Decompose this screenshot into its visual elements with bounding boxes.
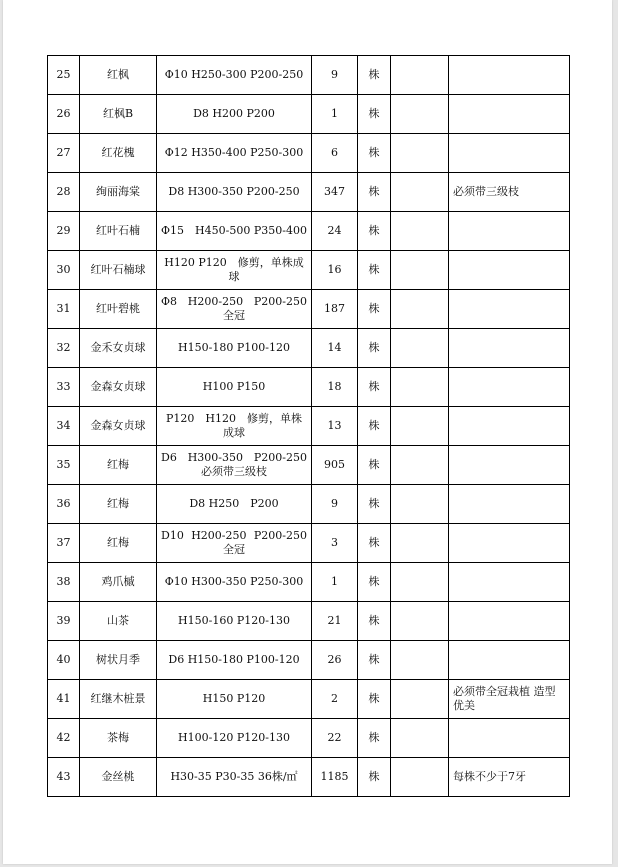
table-row <box>48 602 570 641</box>
blank-cell <box>391 485 449 524</box>
remark-cell <box>449 56 570 95</box>
unit-cell: 株 <box>358 56 391 95</box>
table-row <box>48 212 570 251</box>
plant-name-cell: 金森女贞球 <box>80 368 157 407</box>
remark-cell <box>449 524 570 563</box>
quantity-cell: 905 <box>312 446 358 485</box>
row-number-cell: 31 <box>48 290 80 329</box>
row-number-cell: 43 <box>48 758 80 797</box>
remark-cell: 必须带三级枝 <box>449 173 570 212</box>
table-row <box>48 485 570 524</box>
specification-cell: D10 H200-250 P200-250 全冠 <box>157 524 312 563</box>
row-number-cell: 32 <box>48 329 80 368</box>
blank-cell <box>391 56 449 95</box>
table-row <box>48 563 570 602</box>
plant-name-cell: 鸡爪槭 <box>80 563 157 602</box>
specification-cell: D6 H300-350 P200-250 必须带三级枝 <box>157 446 312 485</box>
plant-name-cell: 树状月季 <box>80 641 157 680</box>
specification-cell: H120 P120 修剪，单株成球 <box>157 251 312 290</box>
quantity-cell: 3 <box>312 524 358 563</box>
row-number-cell: 29 <box>48 212 80 251</box>
plant-name-cell: 绚丽海棠 <box>80 173 157 212</box>
specification-cell: H150-180 P100-120 <box>157 329 312 368</box>
blank-cell <box>391 641 449 680</box>
table-row <box>48 446 570 485</box>
specification-cell: P120 H120 修剪，单株成球 <box>157 407 312 446</box>
row-number-cell: 40 <box>48 641 80 680</box>
quantity-cell: 16 <box>312 251 358 290</box>
specification-cell: H30-35 P30-35 36株/㎡ <box>157 758 312 797</box>
plant-name-cell: 金丝桃 <box>80 758 157 797</box>
quantity-cell: 1185 <box>312 758 358 797</box>
plant-name-cell: 红枫 <box>80 56 157 95</box>
quantity-cell: 13 <box>312 407 358 446</box>
blank-cell <box>391 758 449 797</box>
unit-cell: 株 <box>358 173 391 212</box>
remark-cell <box>449 368 570 407</box>
specification-cell: Φ15 H450-500 P350-400 <box>157 212 312 251</box>
unit-cell: 株 <box>358 446 391 485</box>
quantity-cell: 26 <box>312 641 358 680</box>
row-number-cell: 26 <box>48 95 80 134</box>
blank-cell <box>391 212 449 251</box>
remark-cell <box>449 251 570 290</box>
plant-name-cell: 红梅 <box>80 485 157 524</box>
plant-name-cell: 山茶 <box>80 602 157 641</box>
table-row <box>48 524 570 563</box>
plant-name-cell: 红叶石楠 <box>80 212 157 251</box>
quantity-cell: 9 <box>312 485 358 524</box>
blank-cell <box>391 719 449 758</box>
remark-cell <box>449 446 570 485</box>
quantity-cell: 18 <box>312 368 358 407</box>
blank-cell <box>391 446 449 485</box>
remark-cell <box>449 563 570 602</box>
row-number-cell: 25 <box>48 56 80 95</box>
plant-name-cell: 金禾女贞球 <box>80 329 157 368</box>
quantity-cell: 2 <box>312 680 358 719</box>
plant-list-table <box>47 55 570 797</box>
specification-cell: H100 P150 <box>157 368 312 407</box>
specification-cell: Φ10 H250-300 P200-250 <box>157 56 312 95</box>
remark-cell <box>449 95 570 134</box>
unit-cell: 株 <box>358 212 391 251</box>
unit-cell: 株 <box>358 641 391 680</box>
remark-cell <box>449 134 570 173</box>
blank-cell <box>391 329 449 368</box>
specification-cell: Φ12 H350-400 P250-300 <box>157 134 312 173</box>
unit-cell: 株 <box>358 719 391 758</box>
blank-cell <box>391 524 449 563</box>
plant-name-cell: 红梅 <box>80 524 157 563</box>
remark-cell: 每株不少于7牙 <box>449 758 570 797</box>
unit-cell: 株 <box>358 407 391 446</box>
quantity-cell: 1 <box>312 95 358 134</box>
specification-cell: Φ8 H200-250 P200-250 全冠 <box>157 290 312 329</box>
table-row <box>48 719 570 758</box>
unit-cell: 株 <box>358 758 391 797</box>
table-row <box>48 134 570 173</box>
blank-cell <box>391 173 449 212</box>
unit-cell: 株 <box>358 95 391 134</box>
blank-cell <box>391 602 449 641</box>
table-row <box>48 173 570 212</box>
table-row <box>48 56 570 95</box>
quantity-cell: 6 <box>312 134 358 173</box>
quantity-cell: 1 <box>312 563 358 602</box>
blank-cell <box>391 680 449 719</box>
row-number-cell: 38 <box>48 563 80 602</box>
table-row <box>48 329 570 368</box>
quantity-cell: 187 <box>312 290 358 329</box>
plant-name-cell: 红叶石楠球 <box>80 251 157 290</box>
unit-cell: 株 <box>358 329 391 368</box>
unit-cell: 株 <box>358 485 391 524</box>
row-number-cell: 37 <box>48 524 80 563</box>
row-number-cell: 42 <box>48 719 80 758</box>
quantity-cell: 9 <box>312 56 358 95</box>
specification-cell: D6 H150-180 P100-120 <box>157 641 312 680</box>
remark-cell <box>449 719 570 758</box>
table-row <box>48 680 570 719</box>
quantity-cell: 347 <box>312 173 358 212</box>
row-number-cell: 35 <box>48 446 80 485</box>
row-number-cell: 30 <box>48 251 80 290</box>
specification-cell: Φ10 H300-350 P250-300 <box>157 563 312 602</box>
remark-cell <box>449 212 570 251</box>
table-row <box>48 95 570 134</box>
unit-cell: 株 <box>358 524 391 563</box>
table-row <box>48 251 570 290</box>
plant-name-cell: 红梅 <box>80 446 157 485</box>
specification-cell: H150 P120 <box>157 680 312 719</box>
plant-name-cell: 红枫B <box>80 95 157 134</box>
unit-cell: 株 <box>358 368 391 407</box>
unit-cell: 株 <box>358 680 391 719</box>
table-row <box>48 758 570 797</box>
plant-name-cell: 茶梅 <box>80 719 157 758</box>
document-page <box>3 0 612 864</box>
remark-cell <box>449 407 570 446</box>
plant-name-cell: 红花槐 <box>80 134 157 173</box>
row-number-cell: 39 <box>48 602 80 641</box>
table-row <box>48 290 570 329</box>
table-row <box>48 641 570 680</box>
blank-cell <box>391 407 449 446</box>
blank-cell <box>391 563 449 602</box>
plant-name-cell: 红叶碧桃 <box>80 290 157 329</box>
blank-cell <box>391 95 449 134</box>
row-number-cell: 34 <box>48 407 80 446</box>
blank-cell <box>391 251 449 290</box>
row-number-cell: 33 <box>48 368 80 407</box>
unit-cell: 株 <box>358 251 391 290</box>
row-number-cell: 41 <box>48 680 80 719</box>
specification-cell: D8 H300-350 P200-250 <box>157 173 312 212</box>
remark-cell <box>449 290 570 329</box>
specification-cell: D8 H200 P200 <box>157 95 312 134</box>
remark-cell <box>449 485 570 524</box>
row-number-cell: 36 <box>48 485 80 524</box>
quantity-cell: 24 <box>312 212 358 251</box>
table-row <box>48 368 570 407</box>
quantity-cell: 21 <box>312 602 358 641</box>
quantity-cell: 22 <box>312 719 358 758</box>
unit-cell: 株 <box>358 290 391 329</box>
remark-cell <box>449 641 570 680</box>
row-number-cell: 27 <box>48 134 80 173</box>
blank-cell <box>391 290 449 329</box>
remark-cell <box>449 329 570 368</box>
table-row <box>48 407 570 446</box>
table-body <box>48 56 570 797</box>
blank-cell <box>391 134 449 173</box>
blank-cell <box>391 368 449 407</box>
unit-cell: 株 <box>358 602 391 641</box>
remark-cell <box>449 602 570 641</box>
specification-cell: H100-120 P120-130 <box>157 719 312 758</box>
specification-cell: H150-160 P120-130 <box>157 602 312 641</box>
plant-name-cell: 金森女贞球 <box>80 407 157 446</box>
unit-cell: 株 <box>358 563 391 602</box>
unit-cell: 株 <box>358 134 391 173</box>
row-number-cell: 28 <box>48 173 80 212</box>
quantity-cell: 14 <box>312 329 358 368</box>
specification-cell: D8 H250 P200 <box>157 485 312 524</box>
remark-cell: 必须带全冠栽植 造型优美 <box>449 680 570 719</box>
plant-name-cell: 红继木桩景 <box>80 680 157 719</box>
